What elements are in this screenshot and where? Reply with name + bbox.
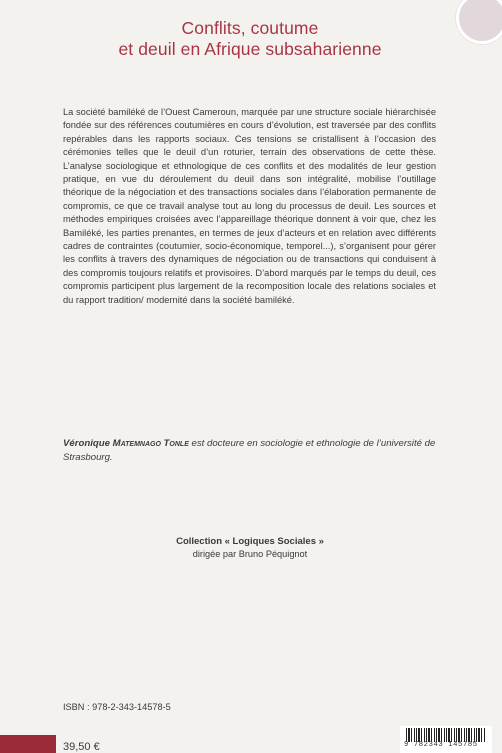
price: 39,50 € (63, 741, 100, 753)
title-line-1: Conflits, coutume (181, 18, 319, 38)
barcode-bars (406, 728, 486, 742)
author-last-name: Matemnago Tonle (112, 438, 189, 449)
publisher-logo (456, 0, 502, 44)
author-name (63, 438, 189, 449)
abstract-text (63, 106, 436, 307)
collection-info (60, 535, 440, 561)
publisher-band (0, 735, 56, 753)
title-line-2: et deuil en Afrique subsaharienne (118, 39, 382, 59)
author-bio-text: est docteure en sociologie et ethnologie de l’université de Strasbourg. (63, 438, 436, 463)
author-first-name: Véronique (63, 438, 110, 449)
isbn: ISBN : 978-2-343-14578-5 (63, 702, 171, 712)
collection-title: Collection « Logiques Sociales » (176, 536, 324, 547)
collection-director: dirigée par Bruno Péquignot (192, 549, 308, 559)
author-bio (63, 437, 443, 464)
abstract-paragraph: La société bamiléké de l’Ouest Cameroun, marquée par une structure sociale hiérarchisée fondée sur des références coutumières en cours d’évolution, est traversée par des conflits repérables dans les rapports sociaux. Ces tensions se cristallisent à l’occasion des cérémonies telles que le deuil d’un roturier, terrain des observations de cette thèse. L’analyse sociologique et ethnologique de ces conflits et des modalités de leur gestion pratique, en vue du déroulement du deuil dans son intégralité, mobilise l’outillage théorique de la négociation et des transactions sociales dans l’élaboration permanente de compromis, ce que ce travail analyse tout au long du processus de deuil. Les sources et méthodes empiriques croisées avec l’appareillage théorique donnent à voir que, chez les Bamiléké, les parties prenantes, en termes de jeux d’acteurs et en relation avec différents cadres de contraintes (coutumier, socio-économique, temporel...), s’organisent pour gérer les conflits à travers des dynamiques de négociation ou de transactions qui conduisent à des compromis toujours relatifs et provisoires. D’abord marqués par le temps du deuil, ces compromis participent plus largement de la recomposition locale des relations sociales et du rapport tradition/ modernité dans la société bamiléké. (63, 107, 436, 305)
book-title (60, 18, 440, 60)
barcode-digits: 9 782343 145785 (404, 741, 478, 749)
barcode (400, 726, 492, 753)
